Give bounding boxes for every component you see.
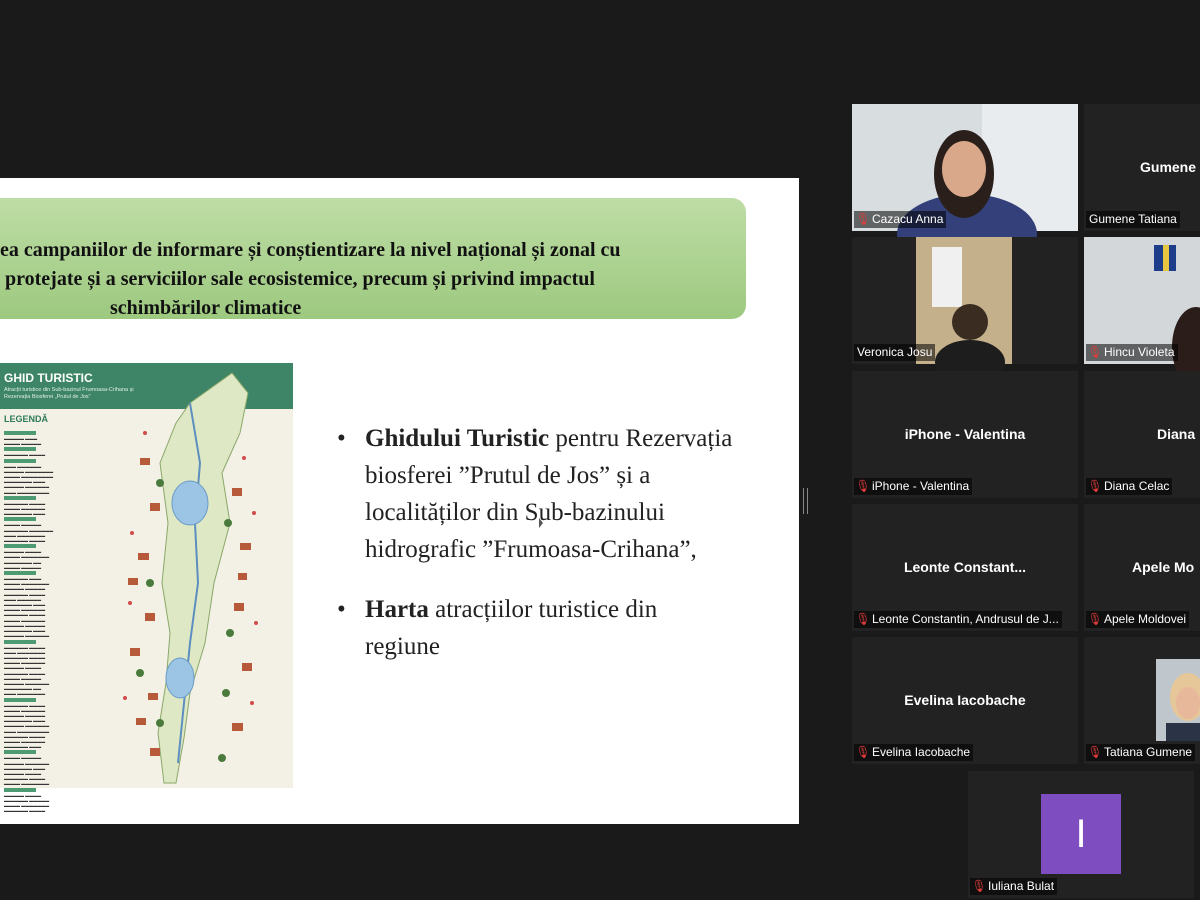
- banner-line: schimbărilor climatice: [110, 297, 302, 319]
- participant-name-tag: [970, 878, 1057, 895]
- participant-name-tag: [854, 344, 935, 361]
- bullet-map: [337, 591, 737, 665]
- participant-tile-gumene-tatiana[interactable]: [1084, 104, 1200, 231]
- participant-tile-iphone-valentina[interactable]: [852, 371, 1078, 498]
- mic-muted-icon: 🎙: [1087, 345, 1103, 359]
- participant-name: iPhone - Valentina: [872, 479, 970, 493]
- banner-line: ea campaniilor de informare și conștientizare la nivel național și zonal cu: [0, 239, 621, 261]
- participant-tile-hincu-violeta[interactable]: [1084, 237, 1200, 364]
- participant-name-tag: [854, 478, 972, 495]
- participant-name: Evelina Iacobache: [872, 745, 971, 759]
- participant-name-tag: [854, 744, 973, 761]
- bullet-guide: [337, 420, 737, 568]
- mic-muted-icon: 🎙: [855, 745, 871, 759]
- participant-display-name: Gumene: [1140, 158, 1197, 175]
- participant-name: Veronica Josu: [857, 345, 933, 359]
- bullet-dot: •: [337, 425, 346, 452]
- tourist-guide-image: [0, 363, 293, 814]
- avatar: I: [1041, 794, 1121, 874]
- participant-display-name: Leonte Constant...: [903, 558, 1027, 575]
- guide-legend: ▬▬▬▬▬ ▬▬▬ ▬▬▬▬ ▬▬▬▬▬ ▬▬▬▬▬▬ ▬▬▬▬ ▬▬▬ ▬▬▬▬▬▬ ▬▬▬▬▬ ▬▬▬▬▬▬▬ ▬▬▬▬ ▬▬▬▬▬▬▬▬ ▬▬▬▬▬▬▬ ▬▬▬ ▬▬▬▬▬ ▬▬▬▬▬▬ ▬▬▬ ▬▬▬▬▬▬▬▬ ▬▬▬▬▬▬ ▬▬▬▬ ▬▬▬▬ ▬▬▬▬▬▬ ▬▬▬▬▬▬▬ ▬▬▬ ▬▬▬▬ ▬▬▬▬▬ ▬▬▬▬▬▬ ▬▬▬▬▬▬ ▬▬▬ ▬▬▬▬▬▬▬ ▬▬▬▬▬▬ ▬▬▬▬ ▬▬▬▬▬ ▬▬▬▬ ▬▬▬▬ ▬▬▬▬▬▬▬ ▬▬▬▬▬▬▬ ▬▬ ▬▬▬▬ ▬▬▬▬▬ ▬▬▬▬▬▬ ▬▬▬ ▬▬▬▬ ▬▬▬▬▬▬▬ ▬▬▬▬▬ ▬▬▬▬▬ ▬▬▬▬▬▬ ▬▬▬▬ ▬▬▬ ▬▬▬▬▬▬ ▬▬▬▬▬▬▬ ▬▬▬ ▬▬▬▬ ▬▬▬▬▬▬ ▬▬▬▬▬▬ ▬▬▬▬ ▬▬▬▬ ▬▬▬▬▬▬ ▬▬▬▬▬ ▬▬▬▬▬ ▬▬▬▬▬▬▬ ▬▬▬ ▬▬▬▬▬ ▬▬▬▬▬▬ ▬▬▬▬▬▬ ▬▬▬▬ ▬▬▬ ▬▬▬▬▬▬▬ ▬▬▬▬▬▬ ▬▬▬▬ ▬▬▬▬ ▬▬▬▬▬▬ ▬▬▬▬▬ ▬▬▬▬ ▬▬▬▬▬▬ ▬▬▬▬ ▬▬▬▬ ▬▬▬▬▬ ▬▬▬▬▬ ▬▬▬▬▬▬ ▬▬▬▬▬▬▬ ▬▬ ▬▬▬ ▬▬▬▬▬▬▬ ▬▬▬▬▬▬ ▬▬▬▬ ▬▬▬▬ ▬▬▬▬▬▬ ▬▬▬▬▬ ▬▬▬▬▬ ▬▬▬▬▬▬▬ ▬▬▬ ▬▬▬▬▬ ▬▬▬▬▬▬ ▬▬▬ ▬▬▬▬▬▬▬▬ ▬▬▬▬▬▬ ▬▬▬▬ ▬▬▬▬ ▬▬▬▬▬▬ ▬▬▬▬▬▬ ▬▬▬ ▬▬▬▬ ▬▬▬▬▬ ▬▬▬▬▬ ▬▬▬▬▬▬ ▬▬▬▬▬▬▬ ▬▬▬ ▬▬▬▬▬ ▬▬▬▬ ▬▬▬▬▬▬ ▬▬▬▬ ▬▬▬▬ ▬▬▬▬▬▬▬ ▬▬▬▬▬ ▬▬▬▬ ▬▬▬▬▬▬ ▬▬▬▬▬ ▬▬▬▬ ▬▬▬▬▬▬▬ ▬▬▬▬▬▬ ▬▬▬▬: [4, 430, 114, 813]
- mic-muted-icon: 🎙: [971, 879, 987, 893]
- bullet-guide-text: pentru Rezervația biosferei ”Prutul de Jos” și a localităților din Sub-bazinului hidrografic ”Frumoasa-Crihana”,: [365, 425, 733, 563]
- participant-name: Leonte Constantin, Andrusul de J...: [872, 612, 1059, 626]
- mic-muted-icon: 🎙: [1087, 479, 1103, 493]
- participant-display-name: iPhone - Valentina: [904, 425, 1026, 442]
- mouse-cursor: [539, 518, 543, 528]
- participant-tile-iuliana-bulat[interactable]: [968, 771, 1194, 898]
- bullet-map-text: atracțiilor turistice din regiune: [365, 596, 658, 660]
- bullet-map-bold: Harta: [365, 596, 429, 623]
- participant-display-name: Evelina Iacobache: [904, 691, 1026, 708]
- participant-name-tag: [1086, 344, 1178, 361]
- bullet-dot: •: [337, 596, 346, 623]
- shared-slide: [0, 178, 799, 824]
- participant-name-tag: [1086, 611, 1189, 628]
- participant-name-tag: [854, 611, 1062, 628]
- participant-tile-evelina-iacobache[interactable]: [852, 637, 1078, 764]
- participant-name-tag: [854, 211, 946, 228]
- mic-muted-icon: 🎙: [855, 612, 871, 626]
- banner-text: [0, 236, 720, 323]
- participant-display-name: Apele Mo: [1132, 558, 1195, 575]
- participant-tile-tatiana-gumene[interactable]: [1084, 637, 1200, 764]
- participant-name: Apele Moldovei: [1104, 612, 1187, 626]
- participant-name: Iuliana Bulat: [988, 879, 1055, 893]
- participant-tile-leonte-constantin[interactable]: [852, 504, 1078, 631]
- guide-title: GHID TURISTIC: [4, 371, 93, 385]
- participant-name: Tatiana Gumene: [1104, 745, 1193, 759]
- participant-display-name: Diana: [1157, 425, 1196, 442]
- participant-name-tag: [1086, 211, 1180, 228]
- participant-name: Gumene Tatiana: [1089, 212, 1177, 226]
- participant-name: Hincu Violeta: [1104, 345, 1175, 359]
- participant-name: Cazacu Anna: [872, 212, 944, 226]
- slide-banner: [0, 198, 746, 319]
- mic-muted-icon: 🎙: [855, 212, 871, 226]
- participant-tile-cazacu-anna[interactable]: [852, 104, 1078, 231]
- guide-legend-title: LEGENDĂ: [4, 414, 49, 424]
- mic-muted-icon: 🎙: [855, 479, 871, 493]
- participant-name: Diana Celac: [1104, 479, 1170, 493]
- participant-tile-diana-celac[interactable]: [1084, 371, 1200, 498]
- participant-name-tag: [1086, 478, 1172, 495]
- guide-subtitle: Atracții turistice din Sub-bazinul Frumoasa-Crihana și Rezervația Biosferei „Prutul de Jos”: [4, 387, 134, 400]
- guide-header: [0, 363, 293, 409]
- mic-muted-icon: 🎙: [1087, 612, 1103, 626]
- slide-bullets: [337, 420, 737, 665]
- participant-name-tag: [1086, 744, 1195, 761]
- mic-muted-icon: 🎙: [1087, 745, 1103, 759]
- panel-resize-handle[interactable]: [803, 488, 808, 514]
- bullet-guide-bold: Ghidului Turistic: [365, 425, 550, 452]
- participant-tile-veronica-josu[interactable]: [852, 237, 1078, 364]
- participant-tile-apele-moldovei[interactable]: [1084, 504, 1200, 631]
- banner-line: protejate și a serviciilor sale ecosistemice, precum și privind impactul: [5, 268, 595, 290]
